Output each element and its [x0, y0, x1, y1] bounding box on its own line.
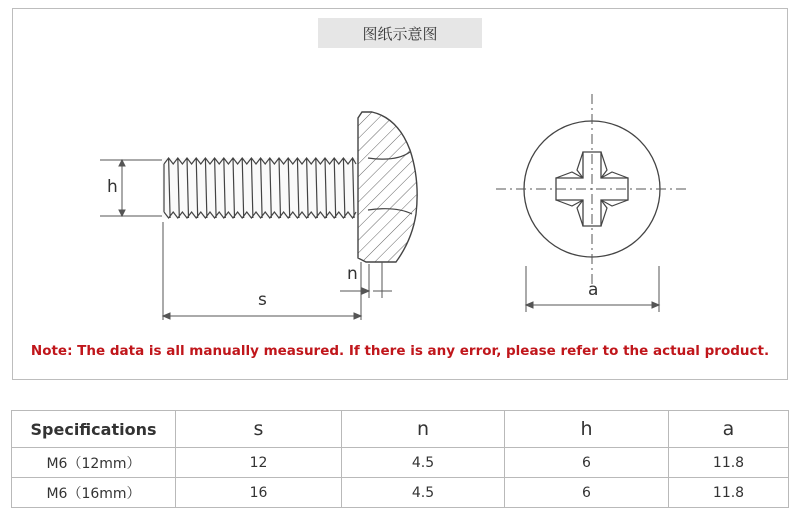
- spec-table-header: [12, 411, 789, 448]
- cell-s: 12: [176, 448, 342, 478]
- cell-h: 6: [505, 448, 669, 478]
- cell-spec: M6（12mm）: [12, 448, 176, 478]
- screw-thread: [162, 158, 358, 218]
- header-h: h: [505, 411, 669, 448]
- drawing-title: 图纸示意图: [318, 18, 482, 48]
- header-s: s: [176, 411, 342, 448]
- label-h: h: [107, 177, 118, 197]
- cell-h: 6: [505, 478, 669, 508]
- table-row: [12, 448, 789, 478]
- cell-a: 11.8: [669, 478, 789, 508]
- spec-table: [11, 410, 789, 508]
- label-a: a: [588, 280, 599, 300]
- cell-n: 4.5: [342, 478, 505, 508]
- head-top-view: [496, 94, 690, 284]
- cell-s: 16: [176, 478, 342, 508]
- header-a: a: [669, 411, 789, 448]
- label-n: n: [347, 264, 358, 284]
- table-row: [12, 478, 789, 508]
- header-specifications: Specifications: [12, 411, 176, 448]
- cell-a: 11.8: [669, 448, 789, 478]
- header-n: n: [342, 411, 505, 448]
- cell-spec: M6（16mm）: [12, 478, 176, 508]
- cell-n: 4.5: [342, 448, 505, 478]
- measurement-note: Note: The data is all manually measured. If there is any error, please refer to the actual product.: [30, 343, 770, 359]
- screw-head: [358, 112, 417, 262]
- label-s: s: [258, 290, 267, 310]
